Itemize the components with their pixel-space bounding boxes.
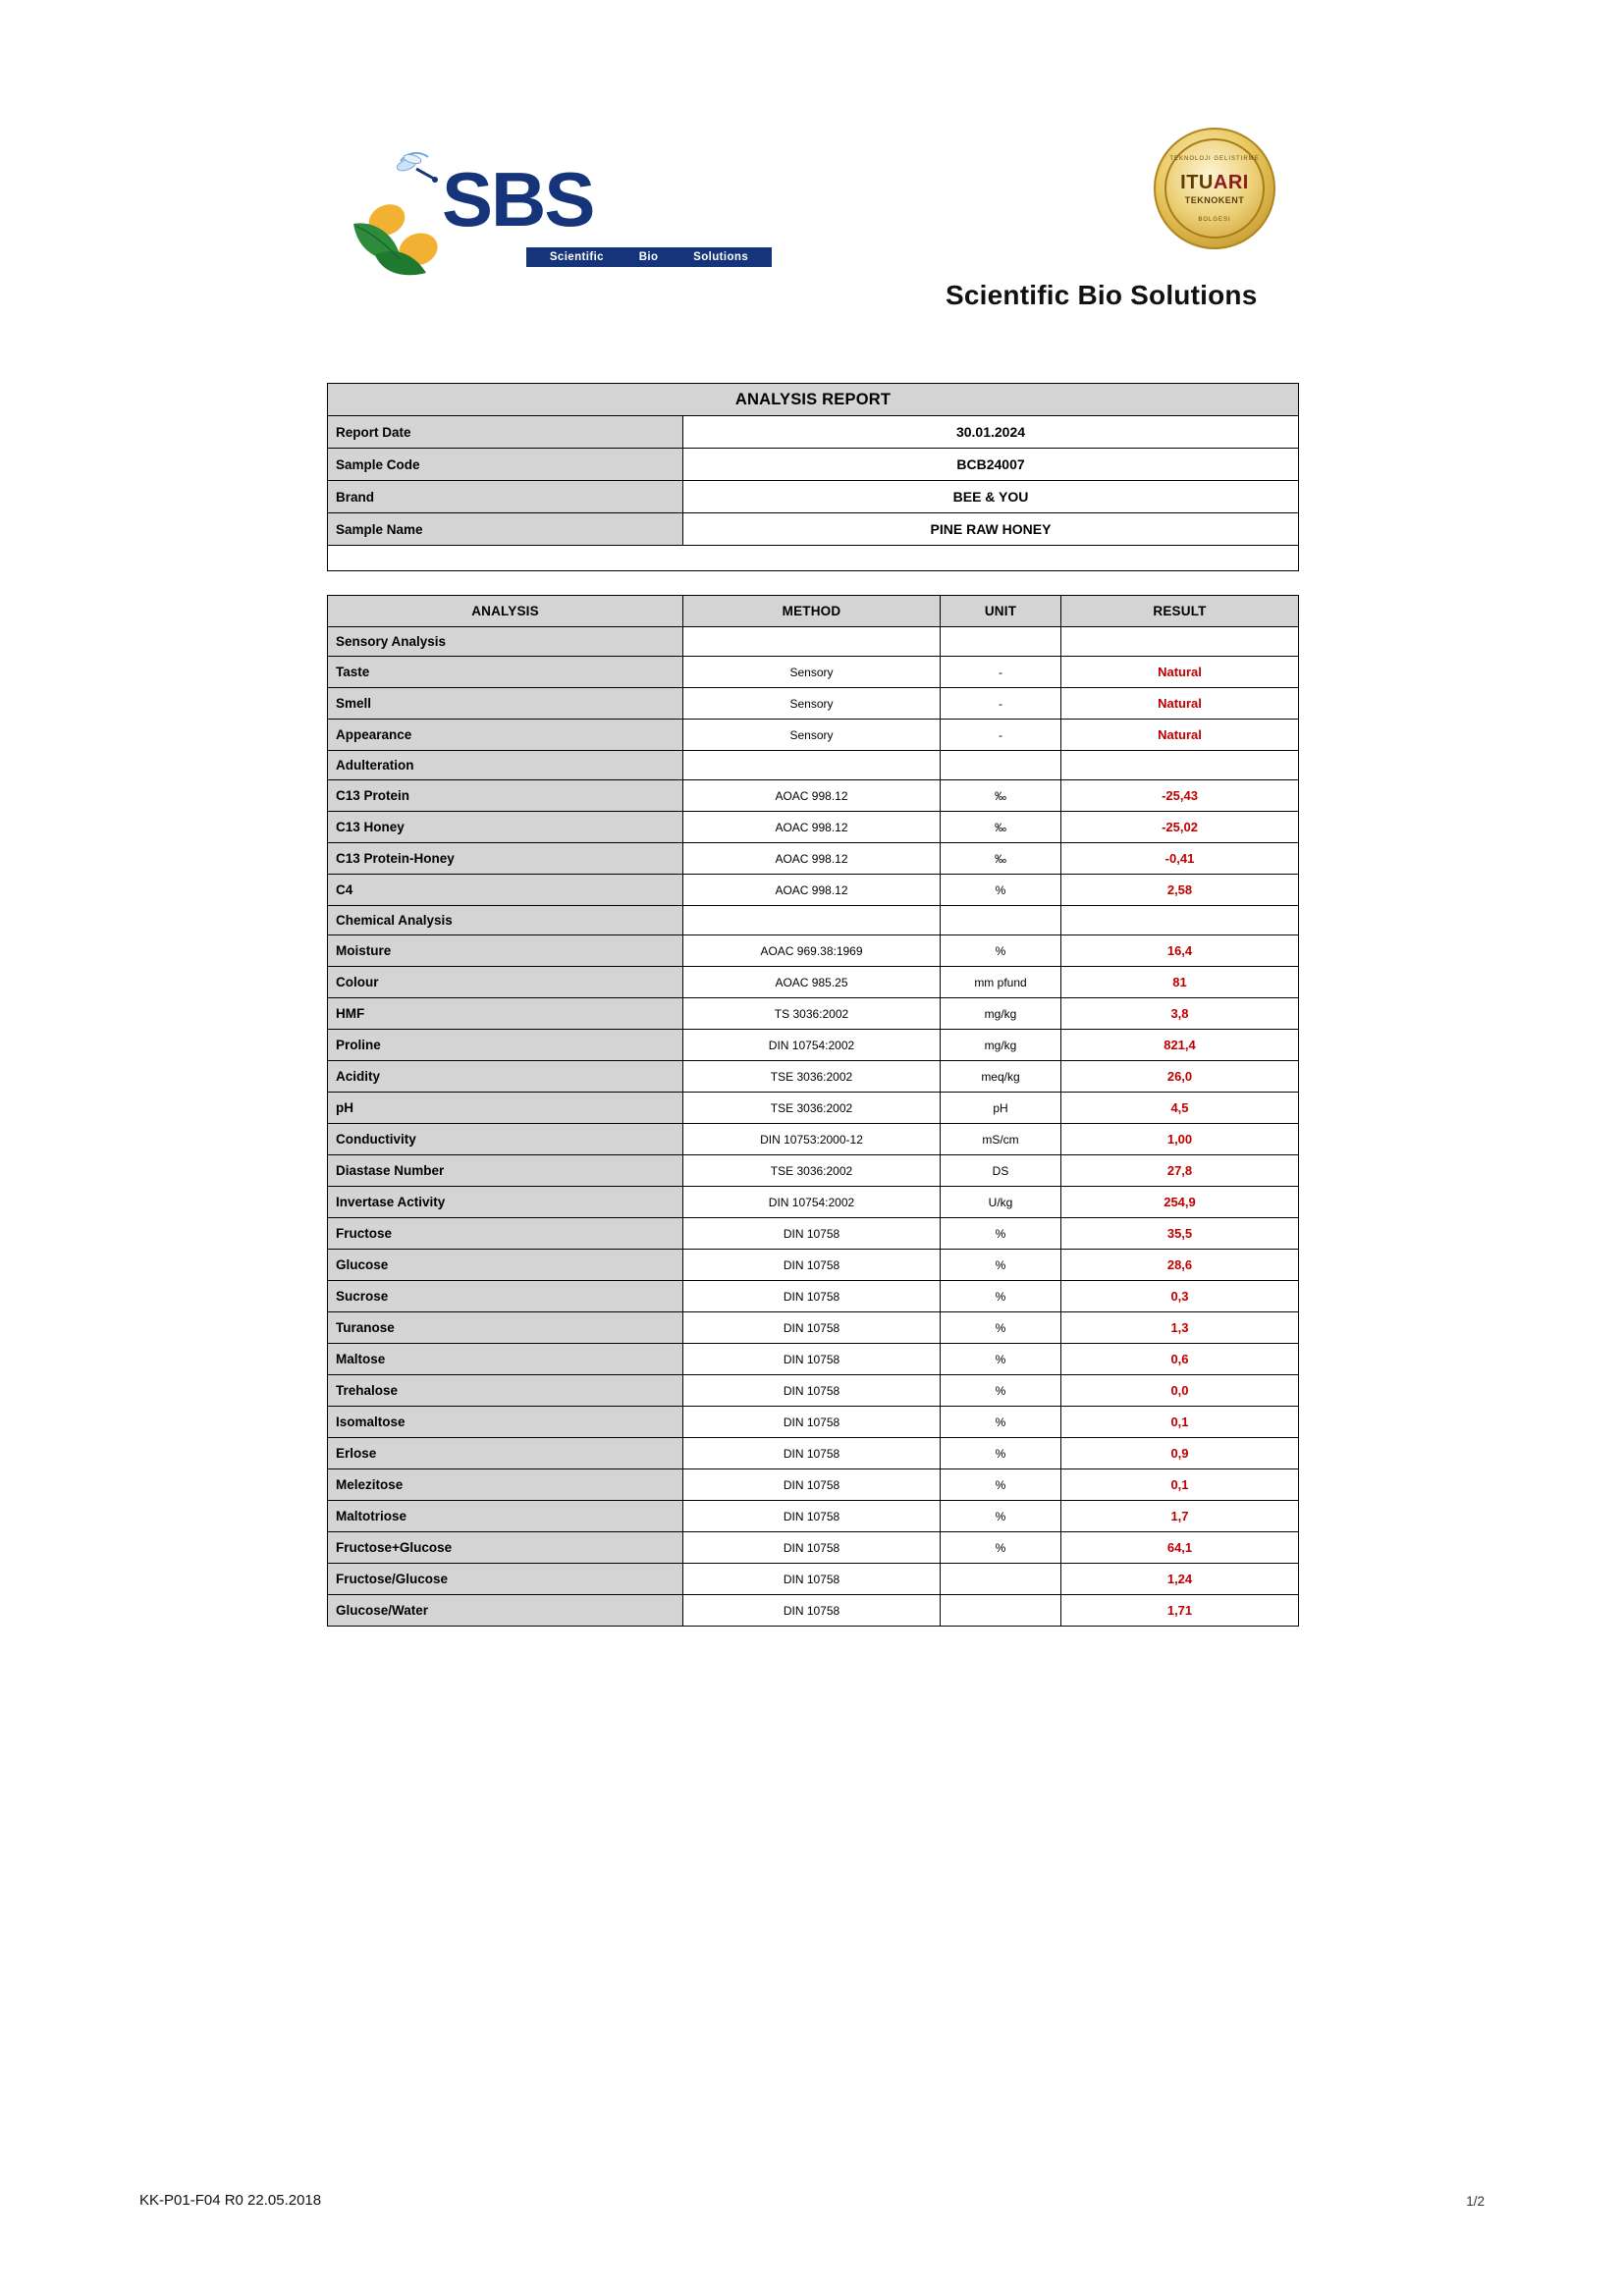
row-analysis: Conductivity [328, 1124, 683, 1155]
report-title: ANALYSIS REPORT [328, 384, 1299, 416]
row-method: AOAC 969.38:1969 [683, 935, 941, 967]
row-unit [941, 1595, 1061, 1627]
info-value-sample-name: PINE RAW HONEY [683, 513, 1299, 546]
row-result: 3,8 [1061, 998, 1299, 1030]
row-result: Natural [1061, 720, 1299, 751]
section-blank-method-chemical [683, 906, 941, 935]
row-method: DIN 10758 [683, 1501, 941, 1532]
row-unit: % [941, 1344, 1061, 1375]
info-label-report-date: Report Date [328, 416, 683, 449]
row-unit: % [941, 935, 1061, 967]
row-unit: ‰ [941, 780, 1061, 812]
row-analysis: C4 [328, 875, 683, 906]
row-method: AOAC 998.12 [683, 812, 941, 843]
document-header [0, 128, 1624, 324]
table-row [328, 1438, 1299, 1469]
section-blank-result-adulteration [1061, 751, 1299, 780]
row-result: Natural [1061, 657, 1299, 688]
table-row [328, 935, 1299, 967]
table-row [328, 780, 1299, 812]
row-method: DIN 10758 [683, 1250, 941, 1281]
row-result: 0,9 [1061, 1438, 1299, 1469]
row-method: DIN 10754:2002 [683, 1187, 941, 1218]
row-unit: DS [941, 1155, 1061, 1187]
info-row-sample-code [328, 449, 1299, 481]
row-unit [941, 1564, 1061, 1595]
row-result: 1,7 [1061, 1501, 1299, 1532]
section-title-adulteration: Adulteration [328, 751, 683, 780]
row-result: 254,9 [1061, 1187, 1299, 1218]
info-label-sample-code: Sample Code [328, 449, 683, 481]
row-analysis: Invertase Activity [328, 1187, 683, 1218]
row-analysis: C13 Protein-Honey [328, 843, 683, 875]
info-label-sample-name: Sample Name [328, 513, 683, 546]
row-analysis: Maltose [328, 1344, 683, 1375]
info-spacer-row [328, 546, 1299, 571]
row-method: DIN 10758 [683, 1532, 941, 1564]
row-method: AOAC 998.12 [683, 780, 941, 812]
table-row [328, 967, 1299, 998]
table-row [328, 657, 1299, 688]
column-header-analysis: ANALYSIS [328, 596, 683, 627]
section-blank-unit-sensory [941, 627, 1061, 657]
table-row [328, 1124, 1299, 1155]
table-row [328, 843, 1299, 875]
row-result: 0,1 [1061, 1407, 1299, 1438]
row-result: -25,02 [1061, 812, 1299, 843]
row-unit: % [941, 1501, 1061, 1532]
row-method: Sensory [683, 688, 941, 720]
table-row [328, 1281, 1299, 1312]
table-row [328, 1469, 1299, 1501]
table-row [328, 1218, 1299, 1250]
row-method: DIN 10758 [683, 1595, 941, 1627]
row-unit: mS/cm [941, 1124, 1061, 1155]
report-info-table [327, 383, 1299, 571]
row-method: DIN 10753:2000-12 [683, 1124, 941, 1155]
row-unit: meq/kg [941, 1061, 1061, 1093]
row-method: DIN 10758 [683, 1375, 941, 1407]
table-row [328, 875, 1299, 906]
row-method: TSE 3036:2002 [683, 1061, 941, 1093]
row-method: Sensory [683, 720, 941, 751]
row-result: 2,58 [1061, 875, 1299, 906]
row-result: 0,6 [1061, 1344, 1299, 1375]
column-header-method: METHOD [683, 596, 941, 627]
row-analysis: Smell [328, 688, 683, 720]
table-row [328, 1407, 1299, 1438]
row-result: Natural [1061, 688, 1299, 720]
row-unit: - [941, 720, 1061, 751]
row-unit: % [941, 875, 1061, 906]
row-analysis: Proline [328, 1030, 683, 1061]
results-header-row [328, 596, 1299, 627]
row-result: 27,8 [1061, 1155, 1299, 1187]
info-label-brand: Brand [328, 481, 683, 513]
report-title-row [328, 384, 1299, 416]
row-method: TSE 3036:2002 [683, 1093, 941, 1124]
row-method: DIN 10758 [683, 1218, 941, 1250]
row-result: 1,00 [1061, 1124, 1299, 1155]
section-blank-method-sensory [683, 627, 941, 657]
row-unit: % [941, 1407, 1061, 1438]
sbs-logo [334, 137, 749, 285]
table-row [328, 1187, 1299, 1218]
table-row [328, 1312, 1299, 1344]
row-analysis: Moisture [328, 935, 683, 967]
row-result: 35,5 [1061, 1218, 1299, 1250]
badge-inner-disc [1164, 138, 1265, 239]
table-row [328, 1595, 1299, 1627]
row-result: 0,1 [1061, 1469, 1299, 1501]
row-analysis: Acidity [328, 1061, 683, 1093]
table-row [328, 1093, 1299, 1124]
section-blank-result-sensory [1061, 627, 1299, 657]
row-result: 64,1 [1061, 1532, 1299, 1564]
bee-icon [395, 149, 440, 188]
row-result: -0,41 [1061, 843, 1299, 875]
table-gap [327, 571, 1298, 595]
row-analysis: Appearance [328, 720, 683, 751]
table-row [328, 812, 1299, 843]
row-unit: % [941, 1469, 1061, 1501]
table-row [328, 1155, 1299, 1187]
row-analysis: Maltotriose [328, 1501, 683, 1532]
row-analysis: HMF [328, 998, 683, 1030]
row-result: 1,3 [1061, 1312, 1299, 1344]
row-unit: U/kg [941, 1187, 1061, 1218]
row-method: TS 3036:2002 [683, 998, 941, 1030]
row-unit: - [941, 688, 1061, 720]
row-method: DIN 10758 [683, 1281, 941, 1312]
row-unit: % [941, 1532, 1061, 1564]
row-analysis: Trehalose [328, 1375, 683, 1407]
table-row [328, 1250, 1299, 1281]
sbs-sub-word-1: Scientific [549, 251, 604, 263]
footer-page-number: 1/2 [1466, 2194, 1485, 2209]
row-unit: % [941, 1375, 1061, 1407]
row-analysis: Glucose/Water [328, 1595, 683, 1627]
row-result: 81 [1061, 967, 1299, 998]
section-blank-unit-chemical [941, 906, 1061, 935]
row-unit: % [941, 1218, 1061, 1250]
row-method: TSE 3036:2002 [683, 1155, 941, 1187]
footer-doc-code: KK-P01-F04 R0 22.05.2018 [139, 2192, 322, 2209]
analysis-report-body [327, 383, 1298, 1627]
sbs-sub-word-3: Solutions [693, 251, 749, 263]
row-analysis: Melezitose [328, 1469, 683, 1501]
analysis-results-table [327, 595, 1299, 1627]
row-unit: % [941, 1281, 1061, 1312]
row-analysis: pH [328, 1093, 683, 1124]
section-blank-method-adulteration [683, 751, 941, 780]
row-unit: % [941, 1312, 1061, 1344]
row-analysis: Diastase Number [328, 1155, 683, 1187]
row-analysis: Isomaltose [328, 1407, 683, 1438]
sbs-logo-text: SBS [442, 156, 594, 242]
row-unit: % [941, 1250, 1061, 1281]
row-method: DIN 10758 [683, 1564, 941, 1595]
badge-main-text [1180, 172, 1249, 194]
table-row [328, 688, 1299, 720]
row-result: 28,6 [1061, 1250, 1299, 1281]
row-method: DIN 10758 [683, 1407, 941, 1438]
row-analysis: C13 Honey [328, 812, 683, 843]
info-row-report-date [328, 416, 1299, 449]
row-result: -25,43 [1061, 780, 1299, 812]
info-value-brand: BEE & YOU [683, 481, 1299, 513]
info-row-sample-name [328, 513, 1299, 546]
badge-main-prefix: ITU [1180, 172, 1214, 193]
table-row [328, 1501, 1299, 1532]
row-method: DIN 10758 [683, 1438, 941, 1469]
row-result: 0,3 [1061, 1281, 1299, 1312]
table-row [328, 1564, 1299, 1595]
row-analysis: Taste [328, 657, 683, 688]
row-analysis: Glucose [328, 1250, 683, 1281]
column-header-result: RESULT [1061, 596, 1299, 627]
row-method: AOAC 985.25 [683, 967, 941, 998]
row-unit: mg/kg [941, 998, 1061, 1030]
section-blank-unit-adulteration [941, 751, 1061, 780]
row-unit: % [941, 1438, 1061, 1469]
row-unit: pH [941, 1093, 1061, 1124]
table-row [328, 998, 1299, 1030]
row-analysis: C13 Protein [328, 780, 683, 812]
row-method: AOAC 998.12 [683, 843, 941, 875]
section-header-chemical-analysis [328, 906, 1299, 935]
row-result: 0,0 [1061, 1375, 1299, 1407]
company-name: Scientific Bio Solutions [946, 280, 1258, 310]
row-analysis: Fructose [328, 1218, 683, 1250]
info-spacer-cell [328, 546, 1299, 571]
section-header-sensory-analysis [328, 627, 1299, 657]
row-analysis: Turanose [328, 1312, 683, 1344]
table-row [328, 1344, 1299, 1375]
document-footer [0, 2192, 1624, 2216]
row-analysis: Erlose [328, 1438, 683, 1469]
row-analysis: Fructose/Glucose [328, 1564, 683, 1595]
row-method: DIN 10758 [683, 1344, 941, 1375]
table-row [328, 1375, 1299, 1407]
row-method: DIN 10758 [683, 1469, 941, 1501]
info-value-sample-code: BCB24007 [683, 449, 1299, 481]
badge-main-suffix: ARI [1213, 172, 1249, 193]
info-value-report-date: 30.01.2024 [683, 416, 1299, 449]
table-row [328, 720, 1299, 751]
section-title-chemical: Chemical Analysis [328, 906, 683, 935]
badge-sub-text: TEKNOKENT [1184, 195, 1245, 205]
section-blank-result-chemical [1061, 906, 1299, 935]
info-row-brand [328, 481, 1299, 513]
row-result: 1,24 [1061, 1564, 1299, 1595]
row-analysis: Sucrose [328, 1281, 683, 1312]
row-result: 16,4 [1061, 935, 1299, 967]
badge-arc-bottom-text: BOLGESI [1198, 217, 1231, 223]
row-result: 1,71 [1061, 1595, 1299, 1627]
section-title-sensory: Sensory Analysis [328, 627, 683, 657]
ituari-teknokent-badge [1154, 128, 1275, 249]
row-unit: - [941, 657, 1061, 688]
row-unit: mm pfund [941, 967, 1061, 998]
row-method: DIN 10754:2002 [683, 1030, 941, 1061]
section-header-adulteration [328, 751, 1299, 780]
row-result: 26,0 [1061, 1061, 1299, 1093]
row-unit: ‰ [941, 812, 1061, 843]
sbs-sub-word-2: Bio [638, 251, 659, 263]
table-row [328, 1532, 1299, 1564]
row-analysis: Colour [328, 967, 683, 998]
sbs-logo-subtitle [526, 247, 772, 267]
row-unit: mg/kg [941, 1030, 1061, 1061]
row-result: 4,5 [1061, 1093, 1299, 1124]
row-result: 821,4 [1061, 1030, 1299, 1061]
row-method: DIN 10758 [683, 1312, 941, 1344]
table-row [328, 1061, 1299, 1093]
row-method: AOAC 998.12 [683, 875, 941, 906]
row-unit: ‰ [941, 843, 1061, 875]
column-header-unit: UNIT [941, 596, 1061, 627]
badge-arc-top-text: TEKNOLOJI GELISTIRME [1169, 156, 1260, 162]
row-method: Sensory [683, 657, 941, 688]
row-analysis: Fructose+Glucose [328, 1532, 683, 1564]
table-row [328, 1030, 1299, 1061]
